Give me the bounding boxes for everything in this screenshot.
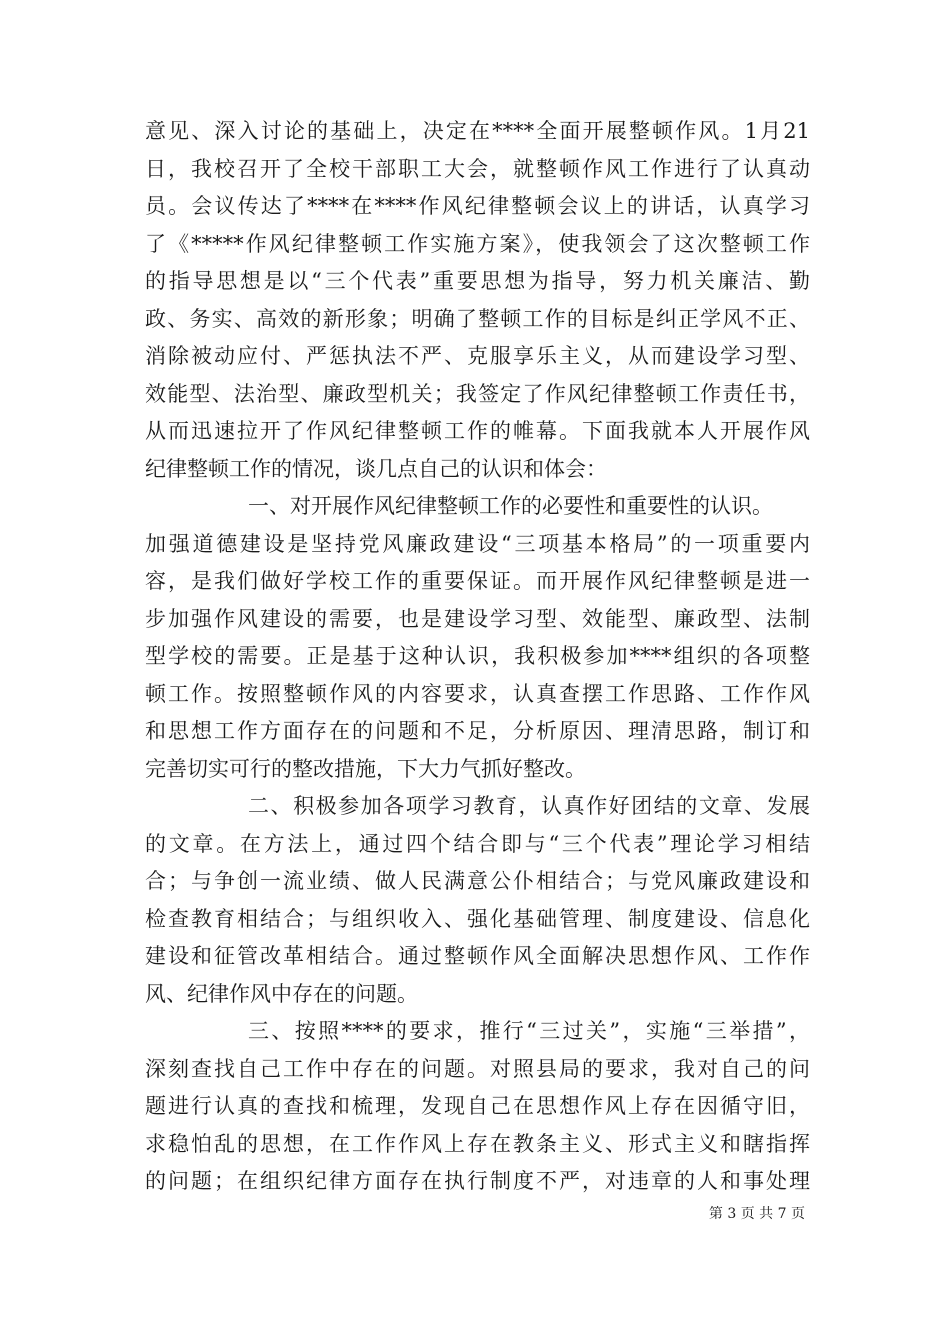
- text-line: 合；与争创一流业绩、做人民满意公仆相结合；与党风廉政建设和: [145, 869, 810, 893]
- text-line: 了《*****作风纪律整顿工作实施方案》，使我领会了这次整顿工作: [145, 231, 810, 256]
- text-line: 政、务实、高效的新形象；明确了整顿工作的目标是纠正学风不正、: [145, 306, 810, 331]
- section-heading: 一、对开展作风纪律整顿工作的必要性和重要性的认识。: [248, 494, 773, 518]
- text-line: 纪律整顿工作的情况，谈几点自己的认识和体会：: [145, 456, 607, 481]
- text-line: 加强道德建设是坚持党风廉政建设“三项基本格局”的一项重要内: [145, 531, 810, 556]
- text-line: 效能型、法治型、廉政型机关；我签定了作风纪律整顿工作责任书，: [145, 381, 810, 406]
- text-line: 从而迅速拉开了作风纪律整顿工作的帷幕。下面我就本人开展作风: [145, 419, 810, 443]
- text-line: 风、纪律作风中存在的问题。: [145, 981, 418, 1006]
- text-line: 型学校的需要。正是基于这种认识，我积极参加****组织的各项整: [145, 644, 810, 668]
- section-heading: 三、按照****的要求，推行“三过关”，实施“三举措”，: [248, 1019, 810, 1043]
- text-line: 消除被动应付、严惩执法不严、克服享乐主义，从而建设学习型、: [145, 344, 810, 368]
- text-line: 建设和征管改革相结合。通过整顿作风全面解决思想作风、工作作: [145, 944, 810, 968]
- text-line: 意见、深入讨论的基础上，决定在****全面开展整顿作风。1月21: [145, 119, 810, 143]
- text-line: 的问题；在组织纪律方面存在执行制度不严，对违章的人和事处理: [145, 1169, 810, 1193]
- text-line: 日，我校召开了全校干部职工大会，就整顿作风工作进行了认真动: [145, 156, 810, 181]
- section-heading: 二、积极参加各项学习教育，认真作好团结的文章、发展: [248, 794, 810, 818]
- text-line: 员。会议传达了****在****作风纪律整顿会议上的讲话，认真学习: [145, 194, 810, 218]
- page-number: 第 3 页 共 7 页: [708, 1206, 805, 1222]
- text-line: 深刻查找自己工作中存在的问题。对照县局的要求，我对自己的问: [145, 1056, 810, 1081]
- text-line: 步加强作风建设的需要，也是建设学习型、效能型、廉政型、法制: [145, 606, 810, 631]
- text-line: 的指导思想是以“三个代表”重要思想为指导，努力机关廉洁、勤: [145, 269, 810, 293]
- text-line: 题进行认真的查找和梳理，发现自己在思想作风上存在因循守旧，: [145, 1094, 810, 1118]
- text-line: 完善切实可行的整改措施，下大力气抓好整改。: [145, 756, 586, 781]
- text-line: 检查教育相结合；与组织收入、强化基础管理、制度建设、信息化: [145, 906, 810, 931]
- text-line: 的文章。在方法上，通过四个结合即与“三个代表”理论学习相结: [145, 831, 810, 856]
- text-line: 顿工作。按照整顿作风的内容要求，认真查摆工作思路、工作作风: [145, 681, 810, 706]
- text-line: 求稳怕乱的思想，在工作作风上存在教条主义、形式主义和瞎指挥: [145, 1131, 810, 1156]
- text-line: 容，是我们做好学校工作的重要保证。而开展作风纪律整顿是进一: [145, 569, 810, 593]
- text-line: 和思想工作方面存在的问题和不足，分析原因、理清思路，制订和: [145, 719, 810, 743]
- body-text: [145, 113, 810, 1201]
